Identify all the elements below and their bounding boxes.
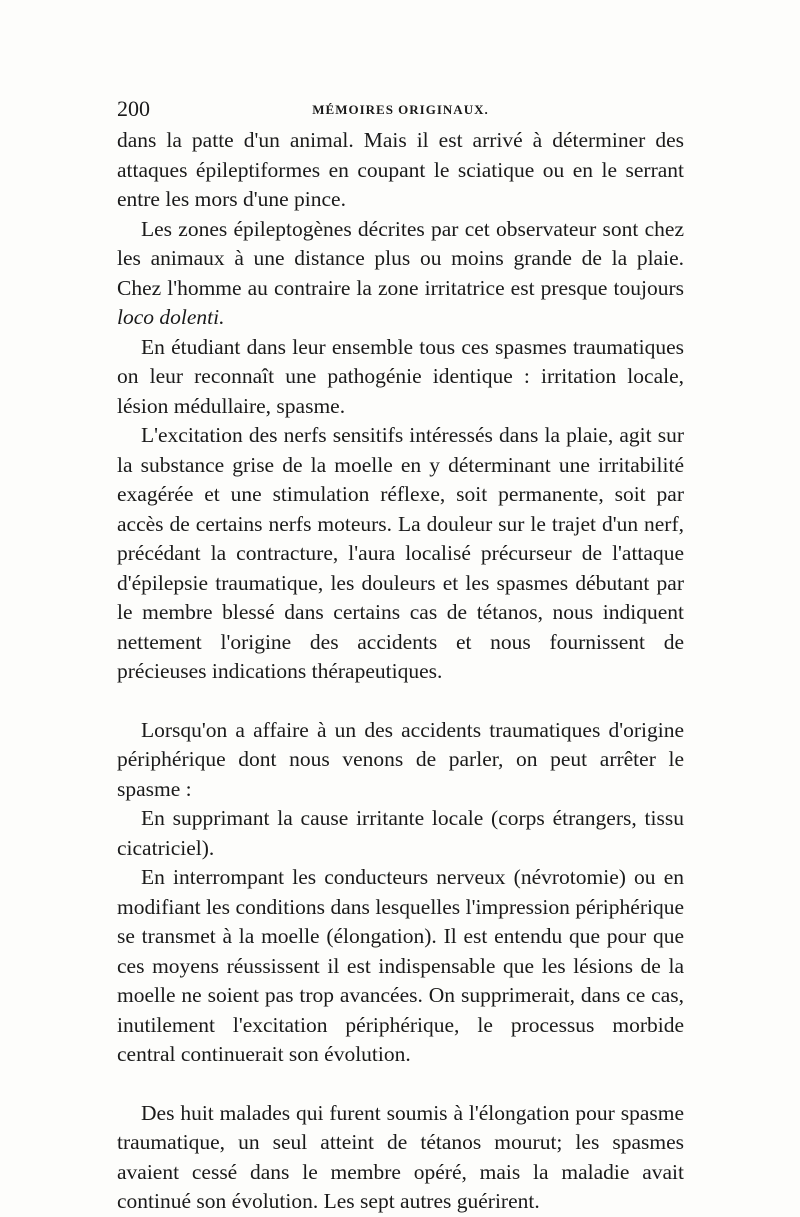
paragraph-sensory-excitation: L'excitation des nerfs sensitifs intéressés dans la plaie, agit sur la substance grise de la moelle en y déterminant une irritabilité exagérée et une stimulation réflexe, soit permanente, soit par accès de certains nerfs moteurs. La douleur sur le trajet d'un nerf, précédant la contracture, l'aura localisé précurseur de l'attaque d'épilepsie traumatique, les douleurs et les spasmes débutant par le membre blessé dans certains cas de tétanos, nous indiquent nettement l'origine des accidents et nous fournissent de précieuses indications thérapeutiques. — [117, 423, 684, 683]
page-number: 200 — [117, 96, 150, 121]
italic-loco-dolenti: loco dolenti. — [117, 305, 225, 329]
paragraph-continuation: dans la patte d'un animal. Mais il est arrivé à déterminer des attaques épileptiformes en coupant le sciatique ou en le serrant entre les mors d'une pince. — [117, 128, 684, 211]
book-page — [117, 92, 684, 1217]
paragraph-eight-patients: Des huit malades qui furent soumis à l'élongation pour spasme traumatique, un seul atteint de tétanos mourut; les spasmes avaient cessé dans le membre opéré, mais la maladie avait continué son évolution. Les sept autres guérirent. — [117, 1100, 684, 1213]
paragraph-stopping-spasm: Lorsqu'on a affaire à un des accidents traumatiques d'origine périphérique dont nous venons de parler, on peut arrêter le spasme : — [117, 717, 684, 801]
paragraph-epileptogenic-zones — [117, 215, 684, 333]
paragraph-epileptogenic-zones-text: Les zones épileptogènes décrites par cet observateur sont chez les animaux à une distance plus ou moins grande de la plaie. Chez l'homme au contraire la zone irritatrice est presque toujours — [117, 216, 684, 300]
paragraph-traumatic-spasms: En étudiant dans leur ensemble tous ces spasmes traumatiques on leur reconnaît une pathogénie identique : irritation locale, lésion médullaire, spasme. — [117, 334, 684, 418]
paragraph-remove-irritant: En supprimant la cause irritante locale (corps étrangers, tissu cicatriciel). — [117, 806, 684, 860]
page-header — [117, 92, 684, 126]
paragraph-interrupt-conductors: En interrompant les conducteurs nerveux (névrotomie) ou en modifiant les conditions dans lesquelles l'impression périphérique se transmet à la moelle (élongation). Il est entendu que pour que ces moyens réussissent il est indispensable que les lésions de la moelle ne soient pas trop avancées. On supprimerait, dans ce cas, inutilement l'excitation périphérique, le processus morbide central continuerait son évolution. — [117, 865, 684, 1066]
running-title: MÉMOIRES ORIGINAUX. — [312, 102, 489, 117]
